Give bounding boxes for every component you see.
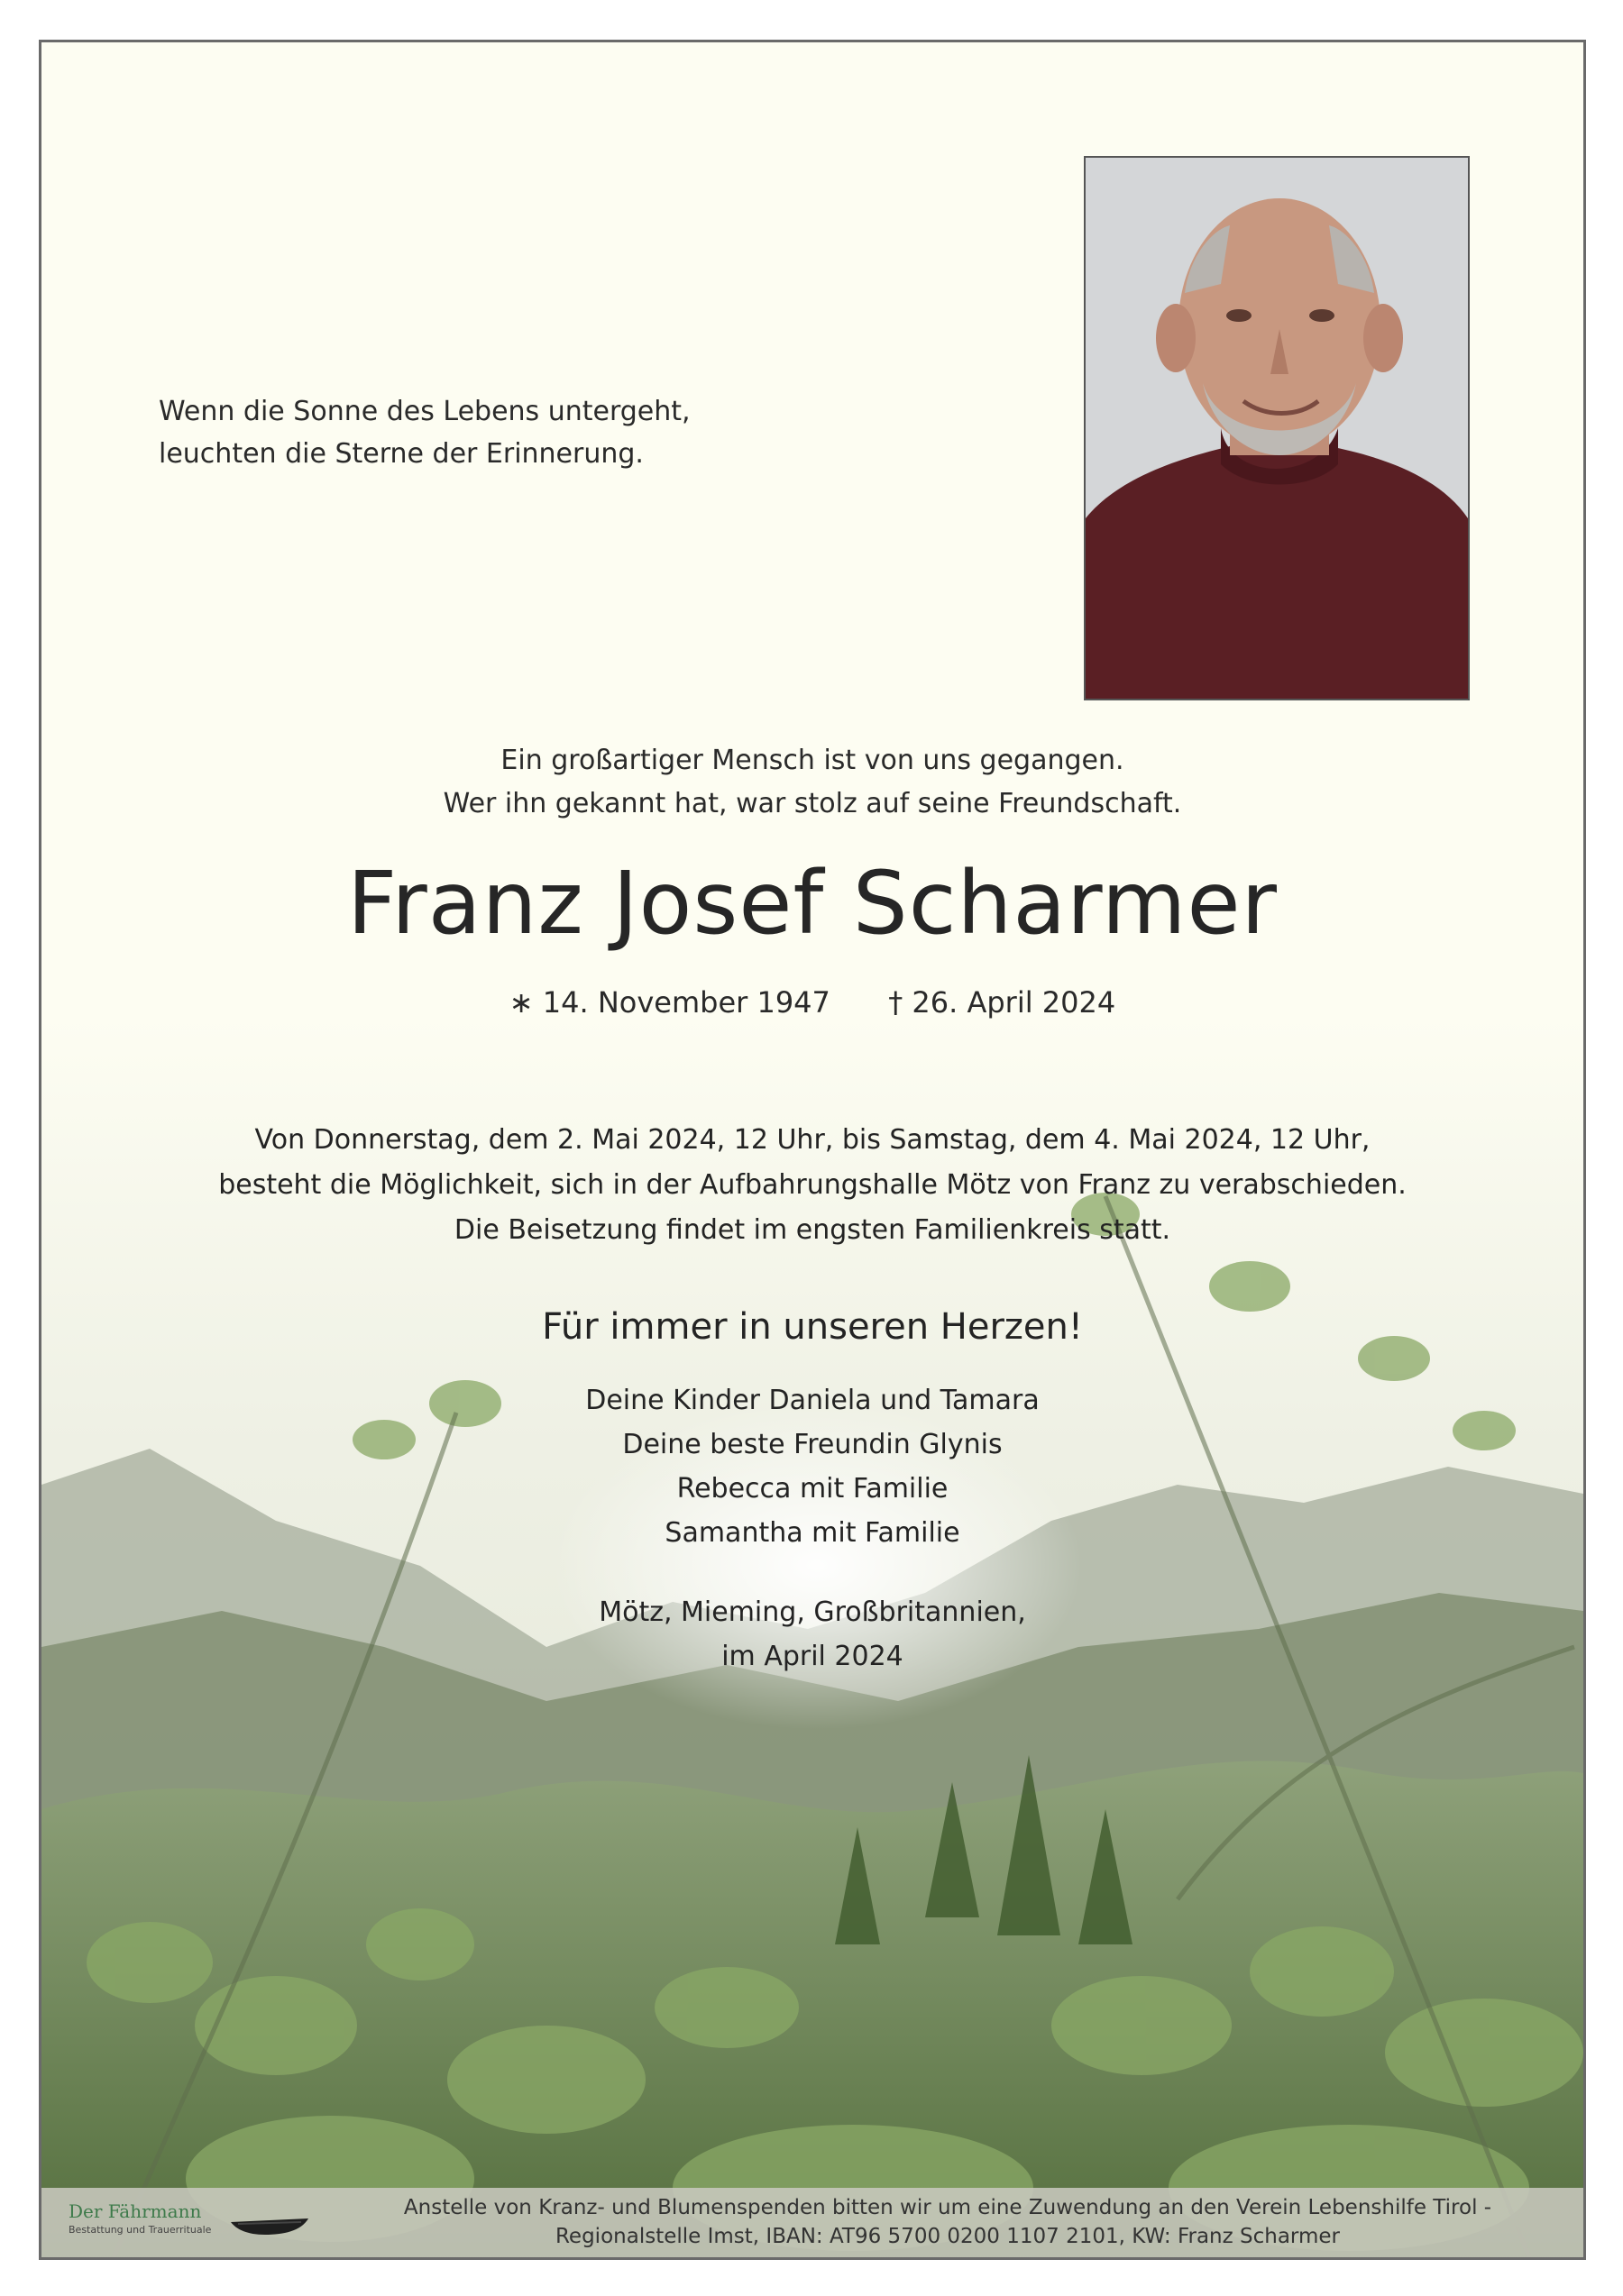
funeral-info-line: Von Donnerstag, dem 2. Mai 2024, 12 Uhr, bis Samstag, dem 4. Mai 2024, 12 Uhr,: [254, 1124, 1371, 1156]
family-member: Deine beste Freundin Glynis: [622, 1429, 1003, 1460]
funeral-info-line: Die Beisetzung findet im engsten Familienkreis statt.: [454, 1214, 1171, 1246]
footer: [41, 2188, 1583, 2257]
family-list: [41, 1378, 1583, 1555]
funeral-home-logo: [69, 2200, 339, 2247]
life-dates: [41, 980, 1583, 1025]
donation-note-line: Regionalstelle Imst, IBAN: AT96 5700 0200 1107 2101, KW: Franz Scharmer: [555, 2225, 1340, 2248]
donation-note: [312, 2193, 1583, 2251]
boat-icon: [229, 2211, 310, 2238]
funeral-info-line: besteht die Möglichkeit, sich in der Aufbahrungshalle Mötz von Franz zu verabschieden.: [218, 1169, 1407, 1201]
logo-subtitle: Bestattung und Trauerrituale: [69, 2224, 212, 2236]
family-member: Rebecca mit Familie: [676, 1473, 949, 1505]
quote-line: leuchten die Sterne der Erinnerung.: [159, 438, 644, 470]
quote: [159, 390, 790, 475]
birth-star-icon: ∗: [509, 985, 534, 1020]
logo-title: Der Fährmann: [69, 2200, 202, 2222]
quote-line: Wenn die Sonne des Lebens untergeht,: [159, 396, 691, 427]
date-line: im April 2024: [721, 1641, 903, 1672]
obituary-card: [39, 40, 1586, 2260]
family-member: Deine Kinder Daniela und Tamara: [585, 1385, 1040, 1416]
tribute-line: Ein großartiger Mensch ist von uns gegangen.: [500, 745, 1124, 776]
tribute: [41, 739, 1583, 826]
deceased-name: Franz Josef Scharmer: [347, 853, 1278, 954]
motto: Für immer in unseren Herzen!: [542, 1306, 1083, 1348]
tribute-line: Wer ihn gekannt hat, war stolz auf seine Freundschaft.: [443, 788, 1182, 819]
place-and-date: [41, 1590, 1583, 1679]
birth-date: 14. November 1947: [542, 985, 830, 1020]
family-member: Samantha mit Familie: [665, 1517, 960, 1549]
death-date: 26. April 2024: [912, 985, 1116, 1020]
portrait-photo: [1084, 156, 1470, 700]
death-cross-icon: †: [888, 985, 903, 1020]
donation-note-line: Anstelle von Kranz- und Blumenspenden bitten wir um eine Zuwendung an den Verein Lebenshilfe Tirol -: [403, 2196, 1492, 2219]
place-line: Mötz, Mieming, Großbritannien,: [599, 1596, 1026, 1628]
funeral-info: [41, 1118, 1583, 1253]
